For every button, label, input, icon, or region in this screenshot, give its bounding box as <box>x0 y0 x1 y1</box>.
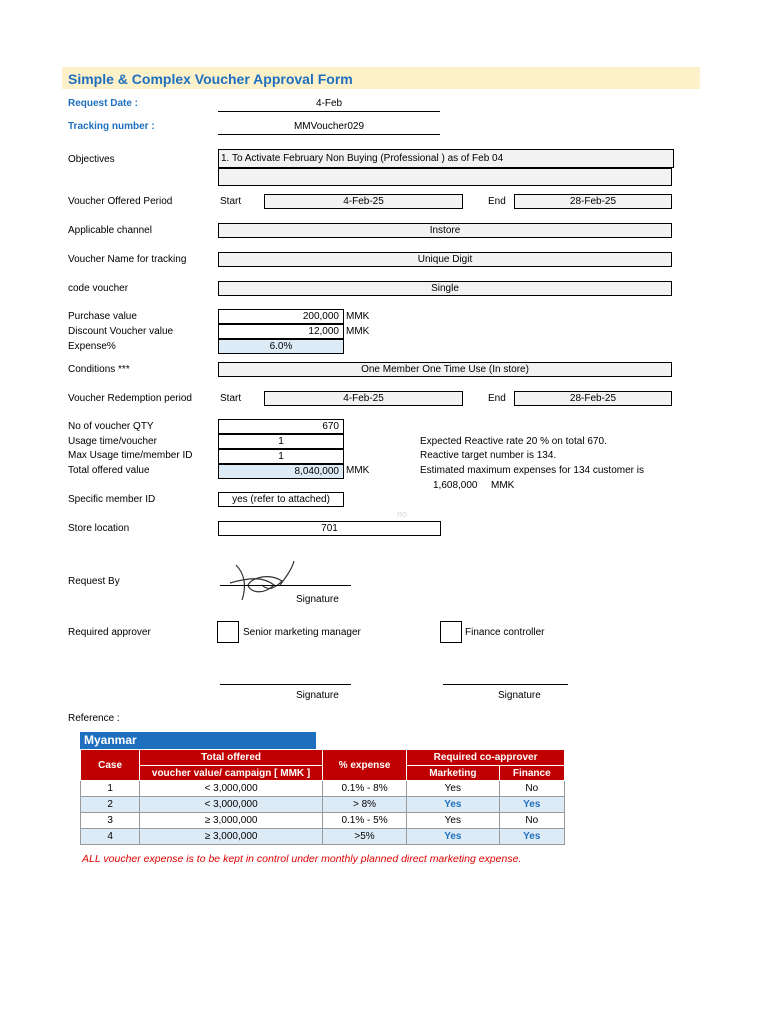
voucher-name-label: Voucher Name for tracking <box>68 254 187 265</box>
expense-label: Expense% <box>68 341 116 352</box>
marketing-cell: Yes <box>407 797 499 813</box>
approval-reference-table <box>80 749 565 845</box>
finance-controller-checkbox[interactable] <box>440 621 462 643</box>
discount-value-field[interactable]: 12,000 <box>218 324 344 339</box>
store-location-field[interactable]: 701 <box>218 521 441 536</box>
voucher-name-field[interactable]: Unique Digit <box>218 252 672 267</box>
specific-member-faint: no <box>397 509 408 519</box>
finance-controller-label: Finance controller <box>465 627 545 638</box>
reactive-target-note: Reactive target number is 134. <box>420 450 557 461</box>
tracking-number-label: Tracking number : <box>68 121 155 132</box>
header-co-approver: Required co-approver <box>407 750 565 766</box>
approver1-signature-line[interactable] <box>220 684 351 685</box>
header-total-offered-1: Total offered <box>140 750 323 766</box>
voucher-qty-field[interactable]: 670 <box>218 419 344 434</box>
request-date-label: Request Date : <box>68 98 139 109</box>
table-row <box>81 797 565 813</box>
case-cell: 2 <box>81 797 140 813</box>
store-location-label: Store location <box>68 523 130 534</box>
max-expenses-note: Estimated maximum expenses for 134 customer is <box>420 465 644 476</box>
expense-cell: 0.1% - 8% <box>322 781 406 797</box>
objectives-label: Objectives <box>68 154 115 165</box>
senior-marketing-label: Senior marketing manager <box>243 627 361 638</box>
code-voucher-field[interactable]: Single <box>218 281 672 296</box>
usage-time-field[interactable]: 1 <box>218 434 344 449</box>
offered-start-label: Start <box>220 196 242 207</box>
approver2-signature-line[interactable] <box>443 684 568 685</box>
senior-marketing-checkbox[interactable] <box>217 621 239 643</box>
objectives-line2[interactable] <box>218 168 672 186</box>
redemption-end-label: End <box>488 393 506 404</box>
redemption-start-field[interactable]: 4-Feb-25 <box>264 391 463 406</box>
redemption-start-label: Start <box>220 393 242 404</box>
offered-end-label: End <box>488 196 506 207</box>
table-row <box>81 829 565 845</box>
discount-value-label: Discount Voucher value <box>68 326 174 337</box>
case-cell: 1 <box>81 781 140 797</box>
finance-cell: No <box>499 781 564 797</box>
max-expenses-unit: MMK <box>491 480 515 491</box>
request-signature-label: Signature <box>296 594 339 605</box>
header-total-offered-2: voucher value/ campaign [ MMK ] <box>140 766 323 781</box>
header-finance: Finance <box>499 766 564 781</box>
marketing-cell: Yes <box>407 813 499 829</box>
max-usage-label: Max Usage time/member ID <box>68 450 193 461</box>
finance-cell: Yes <box>499 829 564 845</box>
purchase-unit: MMK <box>346 311 370 322</box>
channel-label: Applicable channel <box>68 225 152 236</box>
purchase-value-field[interactable]: 200,000 <box>218 309 344 324</box>
redemption-end-field[interactable]: 28-Feb-25 <box>514 391 672 406</box>
case-cell: 4 <box>81 829 140 845</box>
voucher-qty-label: No of voucher QTY <box>68 421 154 432</box>
usage-time-label: Usage time/voucher <box>68 436 157 447</box>
value-cell: ≥ 3,000,000 <box>140 813 323 829</box>
approver1-signature-label: Signature <box>296 690 339 701</box>
finance-cell: No <box>499 813 564 829</box>
case-cell: 3 <box>81 813 140 829</box>
expense-field: 6.0% <box>218 339 344 354</box>
value-cell: ≥ 3,000,000 <box>140 829 323 845</box>
country-header: Myanmar <box>80 732 316 749</box>
page-title: Simple & Complex Voucher Approval Form <box>68 71 353 87</box>
max-expenses-value: 1,608,000 <box>433 480 478 491</box>
request-date-field[interactable]: 4-Feb <box>218 97 440 112</box>
footnote: ALL voucher expense is to be kept in control under monthly planned direct marketing expense. <box>82 853 522 865</box>
redemption-period-label: Voucher Redemption period <box>68 393 192 404</box>
conditions-field[interactable]: One Member One Time Use (In store) <box>218 362 672 377</box>
reactive-rate-note: Expected Reactive rate 20 % on total 670. <box>420 436 607 447</box>
approver2-signature-label: Signature <box>498 690 541 701</box>
specific-member-field[interactable]: yes (refer to attached) <box>218 492 344 507</box>
request-signature-line[interactable] <box>220 585 351 586</box>
finance-cell: Yes <box>499 797 564 813</box>
offered-end-field[interactable]: 28-Feb-25 <box>514 194 672 209</box>
offered-start-field[interactable]: 4-Feb-25 <box>264 194 463 209</box>
purchase-value-label: Purchase value <box>68 311 137 322</box>
channel-field[interactable]: Instore <box>218 223 672 238</box>
objectives-line1[interactable]: 1. To Activate February Non Buying (Professional ) as of Feb 04 <box>218 149 674 168</box>
value-cell: < 3,000,000 <box>140 781 323 797</box>
value-cell: < 3,000,000 <box>140 797 323 813</box>
reference-label: Reference : <box>68 713 120 724</box>
discount-unit: MMK <box>346 326 370 337</box>
table-row <box>81 781 565 797</box>
header-expense: % expense <box>322 750 406 781</box>
total-offered-label: Total offered value <box>68 465 150 476</box>
max-usage-field[interactable]: 1 <box>218 449 344 464</box>
offered-period-label: Voucher Offered Period <box>68 196 173 207</box>
conditions-label: Conditions *** <box>68 364 130 375</box>
total-offered-field: 8,040,000 <box>218 464 344 479</box>
expense-cell: >5% <box>322 829 406 845</box>
header-marketing: Marketing <box>407 766 499 781</box>
tracking-number-field[interactable]: MMVoucher029 <box>218 120 440 135</box>
total-offered-unit: MMK <box>346 465 370 476</box>
header-case: Case <box>81 750 140 781</box>
expense-cell: > 8% <box>322 797 406 813</box>
marketing-cell: Yes <box>407 829 499 845</box>
required-approver-label: Required approver <box>68 627 151 638</box>
marketing-cell: Yes <box>407 781 499 797</box>
code-voucher-label: code voucher <box>68 283 129 294</box>
table-row <box>81 813 565 829</box>
request-by-label: Request By <box>68 576 120 587</box>
expense-cell: 0.1% - 5% <box>322 813 406 829</box>
specific-member-label: Specific member ID <box>68 494 156 505</box>
